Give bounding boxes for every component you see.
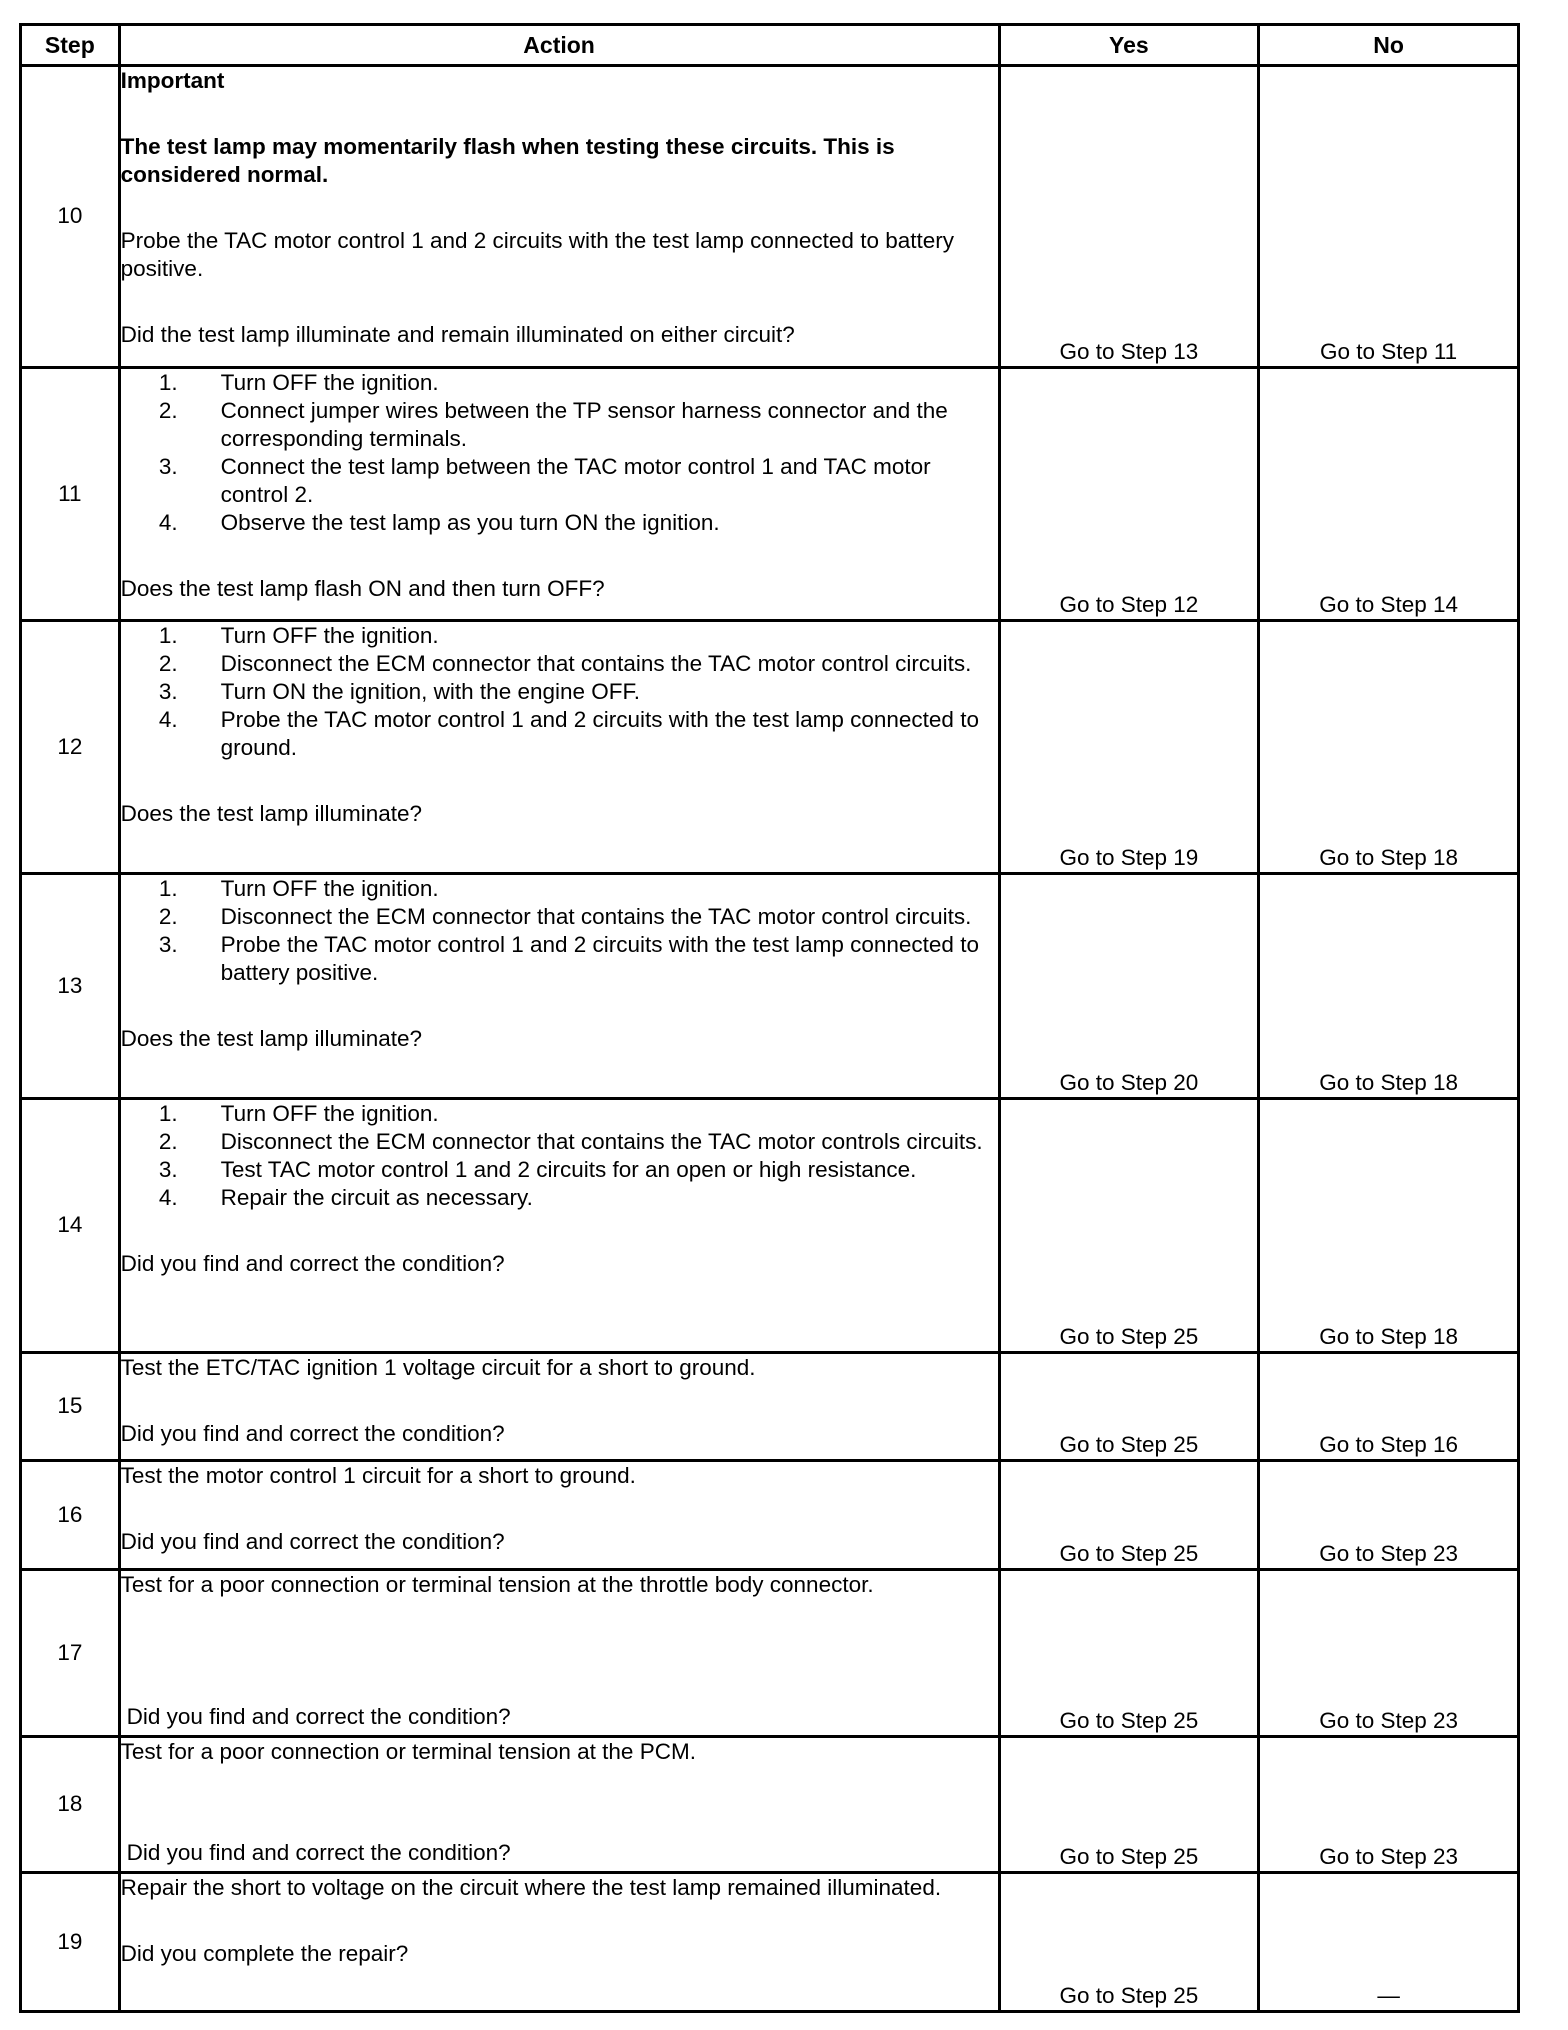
item-text: Disconnect the ECM connector that contains the TAC motor controls circuits. xyxy=(220,1129,983,1155)
action-question: Did you complete the repair? xyxy=(120,1941,409,1967)
action-cell xyxy=(119,874,999,1099)
item-number: 1. xyxy=(158,622,178,648)
no-result: Go to Step 11 xyxy=(1259,66,1519,368)
step-number: 10 xyxy=(21,66,120,368)
item-text: Probe the TAC motor control 1 and 2 circuits with the test lamp connected to battery positive. xyxy=(220,932,979,986)
item-text: Connect jumper wires between the TP sensor harness connector and the corresponding terminals. xyxy=(220,397,948,451)
step-number: 15 xyxy=(21,1352,120,1461)
table-row xyxy=(21,620,1519,873)
list-item xyxy=(121,931,998,987)
table-row xyxy=(21,1461,1519,1570)
item-number: 4. xyxy=(158,1185,178,1211)
step-number: 17 xyxy=(21,1569,120,1736)
action-text: Test the motor control 1 circuit for a short to ground. xyxy=(120,1463,636,1489)
no-result: Go to Step 14 xyxy=(1259,367,1519,620)
yes-result: Go to Step 12 xyxy=(999,367,1259,620)
action-question: Did you find and correct the condition? xyxy=(126,1703,511,1729)
action-steps xyxy=(121,622,998,762)
action-question: Did you find and correct the condition? xyxy=(126,1840,511,1866)
action-cell xyxy=(119,1352,999,1461)
important-text: The test lamp may momentarily flash when testing these circuits. This is considered normal. xyxy=(120,134,895,187)
yes-result: Go to Step 25 xyxy=(999,1736,1259,1873)
action-text: Probe the TAC motor control 1 and 2 circuits with the test lamp connected to battery positive. xyxy=(120,228,954,281)
important-title: Important xyxy=(120,68,225,93)
item-text: Turn OFF the ignition. xyxy=(220,1101,439,1127)
action-question: Did you find and correct the condition? xyxy=(120,1529,505,1555)
action-cell xyxy=(119,367,999,620)
list-item xyxy=(121,397,998,453)
no-result: Go to Step 16 xyxy=(1259,1352,1519,1461)
list-item xyxy=(121,1128,998,1156)
step-number: 13 xyxy=(21,874,120,1099)
item-number: 4. xyxy=(158,509,178,535)
yes-result: Go to Step 25 xyxy=(999,1099,1259,1352)
action-text: Test the ETC/TAC ignition 1 voltage circuit for a short to ground. xyxy=(120,1354,756,1380)
item-number: 2. xyxy=(158,1129,178,1155)
item-number: 3. xyxy=(158,932,178,958)
item-text: Disconnect the ECM connector that contains the TAC motor control circuits. xyxy=(220,904,972,930)
action-cell xyxy=(119,1569,999,1736)
action-question: Did you find and correct the condition? xyxy=(120,1251,505,1277)
item-number: 2. xyxy=(158,650,178,676)
no-result: Go to Step 18 xyxy=(1259,874,1519,1099)
item-text: Turn OFF the ignition. xyxy=(220,622,439,648)
yes-result: Go to Step 25 xyxy=(999,1873,1259,2012)
list-item xyxy=(121,509,998,537)
action-question: Did the test lamp illuminate and remain illuminated on either circuit? xyxy=(120,322,795,347)
step-number: 18 xyxy=(21,1736,120,1873)
table-row xyxy=(21,874,1519,1099)
action-text: Test for a poor connection or terminal tension at the PCM. xyxy=(120,1738,696,1764)
yes-result: Go to Step 19 xyxy=(999,620,1259,873)
yes-result: Go to Step 13 xyxy=(999,66,1259,368)
yes-result: Go to Step 25 xyxy=(999,1461,1259,1570)
table-row xyxy=(21,1099,1519,1352)
item-number: 3. xyxy=(158,1157,178,1183)
list-item xyxy=(121,678,998,706)
action-question: Does the test lamp flash ON and then turn OFF? xyxy=(120,575,605,601)
item-text: Test TAC motor control 1 and 2 circuits for an open or high resistance. xyxy=(220,1157,917,1183)
action-question: Does the test lamp illuminate? xyxy=(120,800,423,826)
item-text: Turn OFF the ignition. xyxy=(220,369,439,395)
item-text: Turn ON the ignition, with the engine OFF. xyxy=(220,678,641,704)
header-no: No xyxy=(1259,25,1519,66)
list-item xyxy=(121,1156,998,1184)
item-text: Observe the test lamp as you turn ON the ignition. xyxy=(220,509,720,535)
list-item xyxy=(121,1100,998,1128)
item-number: 1. xyxy=(158,369,178,395)
no-result: Go to Step 18 xyxy=(1259,1099,1519,1352)
table-row xyxy=(21,1352,1519,1461)
item-text: Repair the circuit as necessary. xyxy=(220,1185,533,1211)
step-number: 14 xyxy=(21,1099,120,1352)
yes-result: Go to Step 25 xyxy=(999,1352,1259,1461)
step-number: 16 xyxy=(21,1461,120,1570)
list-item xyxy=(121,903,998,931)
action-question: Did you find and correct the condition? xyxy=(120,1420,505,1446)
item-number: 1. xyxy=(158,1101,178,1127)
list-item xyxy=(121,453,998,509)
no-result: Go to Step 23 xyxy=(1259,1461,1519,1570)
action-question: Does the test lamp illuminate? xyxy=(120,1026,423,1052)
action-cell xyxy=(119,1099,999,1352)
item-number: 1. xyxy=(158,876,178,902)
item-number: 3. xyxy=(158,453,178,479)
step-number: 11 xyxy=(21,367,120,620)
item-number: 4. xyxy=(158,706,178,732)
table-row xyxy=(21,1736,1519,1873)
action-steps xyxy=(121,1100,998,1212)
no-result: Go to Step 23 xyxy=(1259,1569,1519,1736)
item-number: 2. xyxy=(158,904,178,930)
action-text: Repair the short to voltage on the circuit where the test lamp remained illuminated. xyxy=(120,1875,942,1901)
item-text: Connect the test lamp between the TAC motor control 1 and TAC motor control 2. xyxy=(220,453,931,507)
action-text: Test for a poor connection or terminal tension at the throttle body connector. xyxy=(120,1571,874,1597)
item-text: Turn OFF the ignition. xyxy=(220,876,439,902)
table-row xyxy=(21,1873,1519,2012)
action-cell xyxy=(119,1461,999,1570)
list-item xyxy=(121,706,998,762)
header-yes: Yes xyxy=(999,25,1259,66)
step-number: 12 xyxy=(21,620,120,873)
table-row xyxy=(21,367,1519,620)
header-row xyxy=(21,25,1519,66)
list-item xyxy=(121,369,998,397)
step-number: 19 xyxy=(21,1873,120,2012)
no-result: — xyxy=(1259,1873,1519,2012)
diagnostic-table xyxy=(19,23,1520,2013)
action-cell xyxy=(119,1873,999,2012)
action-cell xyxy=(119,620,999,873)
yes-result: Go to Step 25 xyxy=(999,1569,1259,1736)
yes-result: Go to Step 20 xyxy=(999,874,1259,1099)
item-text: Disconnect the ECM connector that contains the TAC motor control circuits. xyxy=(220,650,972,676)
header-step: Step xyxy=(21,25,120,66)
no-result: Go to Step 23 xyxy=(1259,1736,1519,1873)
action-cell xyxy=(119,1736,999,1873)
action-cell xyxy=(119,66,999,368)
no-result: Go to Step 18 xyxy=(1259,620,1519,873)
action-steps xyxy=(121,369,998,537)
item-number: 2. xyxy=(158,397,178,423)
action-steps xyxy=(121,875,998,987)
header-action: Action xyxy=(119,25,999,66)
item-number: 3. xyxy=(158,678,178,704)
list-item xyxy=(121,1184,998,1212)
list-item xyxy=(121,622,998,650)
list-item xyxy=(121,875,998,903)
table-row xyxy=(21,66,1519,368)
item-text: Probe the TAC motor control 1 and 2 circuits with the test lamp connected to ground. xyxy=(220,706,979,760)
list-item xyxy=(121,650,998,678)
table-row xyxy=(21,1569,1519,1736)
